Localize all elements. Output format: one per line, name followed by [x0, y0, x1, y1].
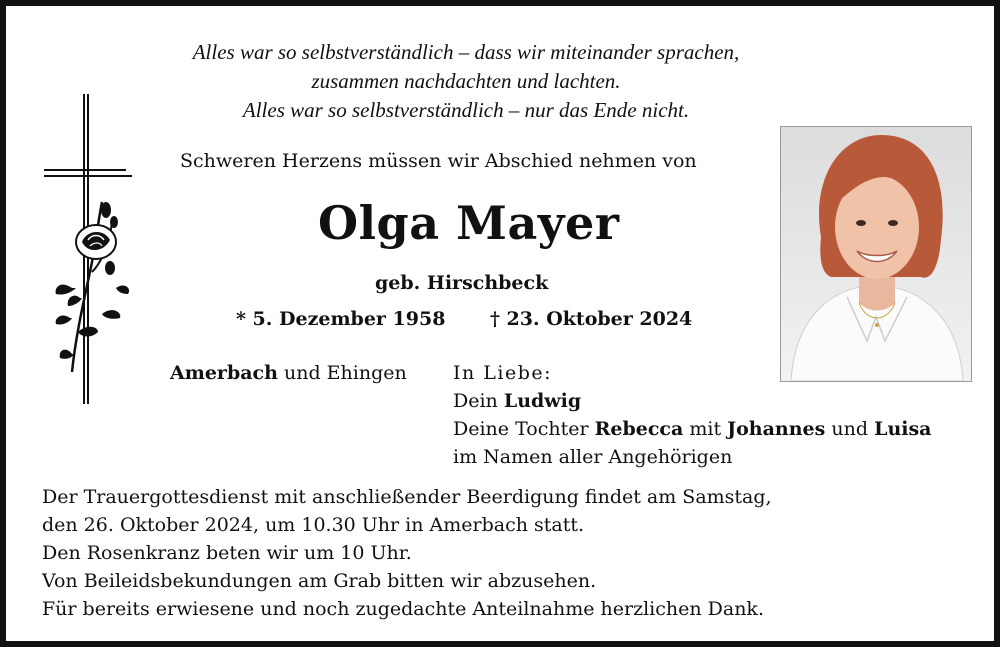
birth-name: geb. Hirschbeck [375, 272, 549, 294]
mourners-line-1 [453, 390, 581, 412]
quote-line-1: Alles war so selbstverständlich – dass wir miteinander sprachen, [192, 40, 740, 64]
mourner-luisa: Luisa [874, 418, 932, 440]
birth-date: * 5. Dezember 1958 [236, 308, 446, 330]
cross-with-rose-icon [42, 92, 134, 408]
portrait-photo [780, 126, 972, 382]
mourner-johannes: Johannes [727, 418, 826, 440]
death-date: † 23. Oktober 2024 [490, 308, 693, 330]
quote-line-2: zusammen nachdachten und lachten. [311, 69, 621, 93]
mourner-rebecca: Rebecca [594, 418, 684, 440]
mourners-line-2-und: und [831, 418, 869, 440]
quote-line-3: Alles war so selbstverständlich – nur das Ende nicht. [242, 98, 690, 122]
service-line-3: Den Rosenkranz beten wir um 10 Uhr. [42, 542, 412, 564]
mourners-line-3: im Namen aller Angehörigen [453, 446, 733, 468]
intro-text: Schweren Herzens müssen wir Abschied nehmen von [180, 150, 697, 172]
mourners-line-2-prefix: Deine Tochter [453, 418, 589, 440]
place-second: Ehingen [326, 362, 407, 384]
mourners-line-2-mit: mit [689, 418, 722, 440]
service-line-1: Der Trauergottesdienst mit anschließender Beerdigung findet am Samstag, [42, 486, 772, 508]
deceased-name: Olga Mayer [318, 196, 620, 250]
mourners-line-2 [453, 418, 931, 440]
service-line-4: Von Beileidsbekundungen am Grab bitten wir abzusehen. [42, 570, 597, 592]
mourners-line-1-prefix: Dein [453, 390, 498, 412]
mourners-header: In Liebe: [453, 362, 553, 384]
service-line-2: den 26. Oktober 2024, um 10.30 Uhr in Amerbach statt. [42, 514, 585, 536]
places [170, 362, 407, 384]
place-connector: und [283, 362, 321, 384]
service-line-5: Für bereits erwiesene und noch zugedachte Anteilnahme herzlichen Dank. [42, 598, 764, 620]
mourner-ludwig: Ludwig [503, 390, 582, 412]
place-first: Amerbach [170, 362, 278, 384]
